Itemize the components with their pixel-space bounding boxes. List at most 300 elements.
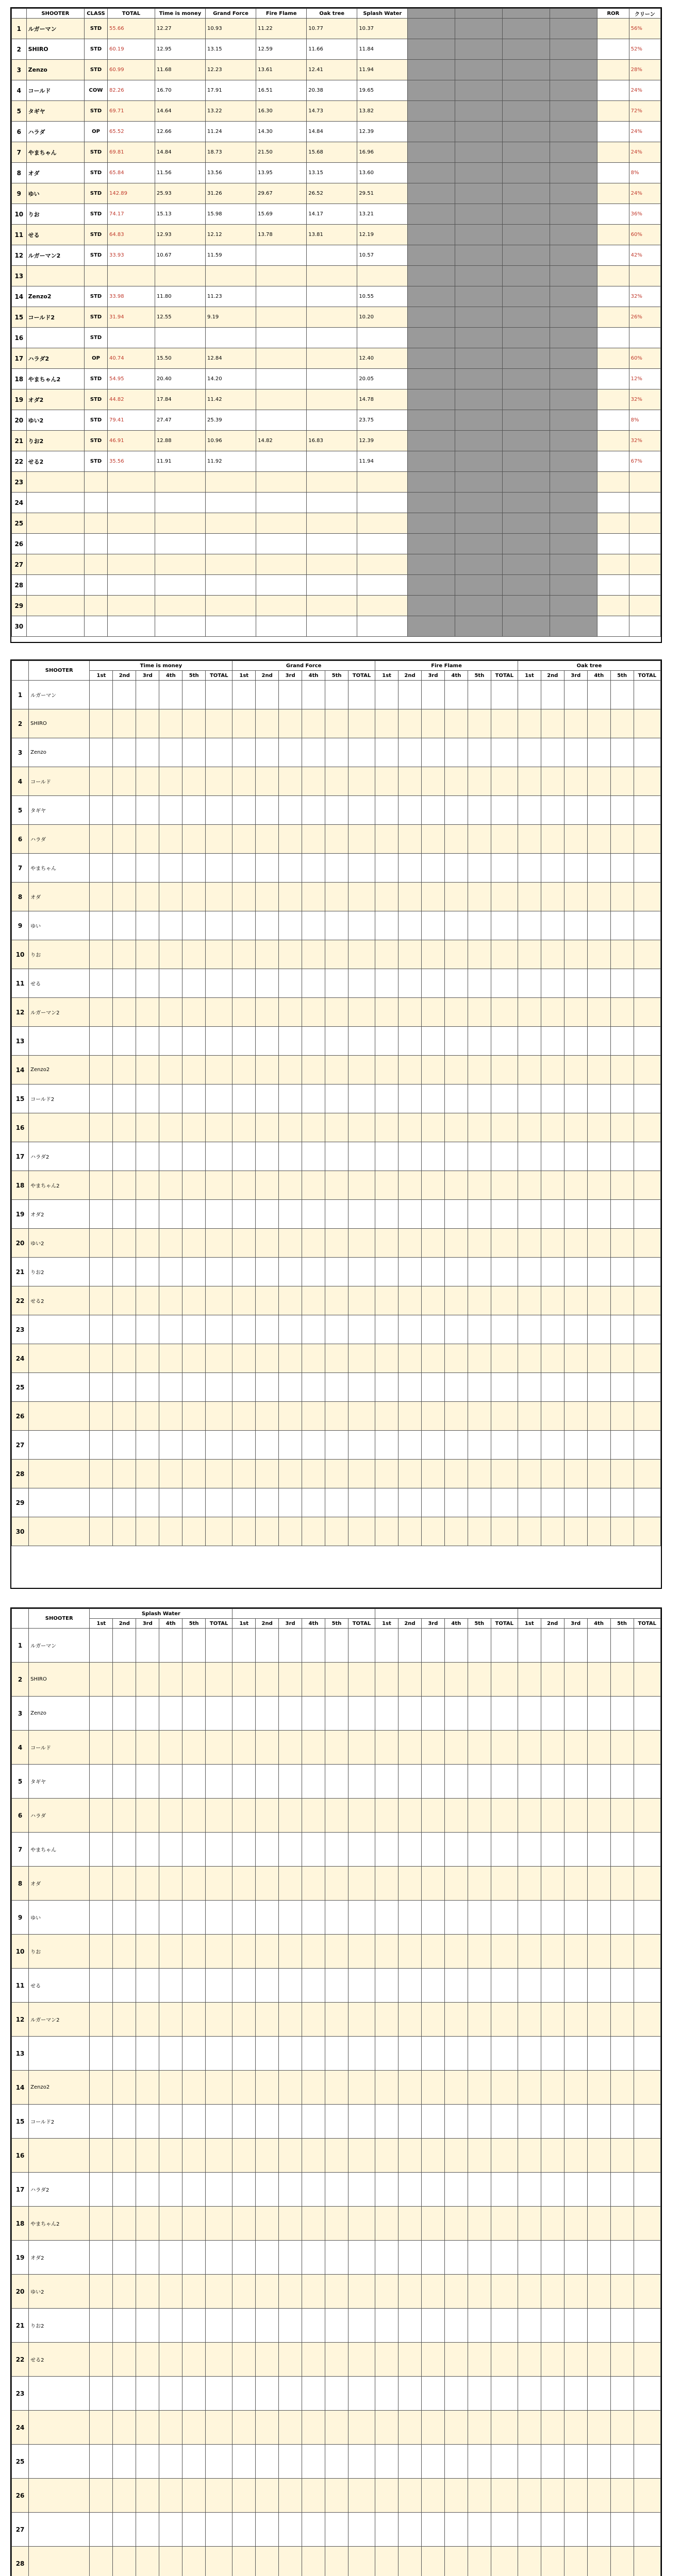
detail-stage-cell[interactable]	[279, 2479, 302, 2513]
detail-stage-cell[interactable]	[302, 854, 325, 883]
detail-stage-cell[interactable]	[348, 969, 375, 998]
detail-stage-cell[interactable]	[90, 767, 113, 796]
detail-stage-cell[interactable]	[468, 709, 491, 738]
detail-stage-cell[interactable]	[634, 1402, 660, 1431]
detail-stage-cell[interactable]	[541, 1171, 564, 1200]
detail-stage-cell[interactable]	[279, 969, 302, 998]
detail-stage-cell[interactable]	[587, 2513, 610, 2547]
detail-stage-cell[interactable]	[325, 2309, 348, 2343]
detail-stage-cell[interactable]	[279, 1935, 302, 1969]
detail-stage-cell[interactable]	[159, 940, 182, 969]
detail-row[interactable]	[12, 1142, 661, 1171]
detail-stage-cell[interactable]	[444, 1663, 468, 1697]
detail-stage-cell[interactable]	[564, 2377, 587, 2411]
detail-stage-cell[interactable]	[90, 1935, 113, 1969]
detail-stage-cell[interactable]	[375, 2071, 398, 2105]
detail-row[interactable]	[12, 1286, 661, 1315]
detail-stage-cell[interactable]	[518, 911, 541, 940]
detail-stage-cell[interactable]	[113, 1969, 136, 2003]
detail-stage-cell[interactable]	[206, 1833, 232, 1867]
detail-stage-cell[interactable]	[302, 1517, 325, 1546]
detail-stage-cell[interactable]	[518, 1629, 541, 1663]
detail-stage-cell[interactable]	[232, 1833, 256, 1867]
detail-stage-cell[interactable]	[634, 1663, 660, 1697]
detail-stage-cell[interactable]	[232, 1663, 256, 1697]
detail-stage-cell[interactable]	[634, 1056, 660, 1084]
detail-stage-cell[interactable]	[421, 2411, 444, 2445]
detail-stage-cell[interactable]	[348, 1488, 375, 1517]
detail-stage-cell[interactable]	[518, 2513, 541, 2547]
detail-stage-cell[interactable]	[113, 1286, 136, 1315]
detail-stage-cell[interactable]	[206, 767, 232, 796]
detail-row[interactable]	[12, 2309, 661, 2343]
detail-stage-cell[interactable]	[279, 681, 302, 709]
detail-stage-cell[interactable]	[113, 2513, 136, 2547]
detail-stage-cell[interactable]	[256, 1344, 279, 1373]
detail-stage-cell[interactable]	[206, 1969, 232, 2003]
detail-stage-cell[interactable]	[375, 709, 398, 738]
detail-stage-cell[interactable]	[422, 1229, 445, 1258]
detail-stage-cell[interactable]	[634, 1258, 660, 1286]
detail-stage-cell[interactable]	[90, 1799, 113, 1833]
detail-stage-cell[interactable]	[182, 1113, 206, 1142]
detail-stage-cell[interactable]	[468, 2547, 491, 2576]
detail-stage-cell[interactable]	[232, 1867, 256, 1901]
detail-stage-cell[interactable]	[421, 1901, 444, 1935]
detail-stage-cell[interactable]	[232, 1431, 256, 1460]
detail-stage-cell[interactable]	[159, 1431, 182, 1460]
detail-stage-cell[interactable]	[398, 2479, 421, 2513]
detail-stage-cell[interactable]	[468, 1867, 491, 1901]
summary-row[interactable]	[12, 80, 661, 101]
detail-stage-cell[interactable]	[468, 2207, 491, 2241]
detail-stage-cell[interactable]	[136, 2037, 159, 2071]
detail-stage-cell[interactable]	[587, 2343, 610, 2377]
detail-stage-cell[interactable]	[113, 738, 136, 767]
detail-stage-cell[interactable]	[206, 2071, 232, 2105]
detail-stage-cell[interactable]	[302, 2275, 325, 2309]
detail-stage-cell[interactable]	[468, 825, 491, 854]
detail-row[interactable]	[12, 2445, 661, 2479]
detail-stage-cell[interactable]	[634, 854, 660, 883]
detail-stage-cell[interactable]	[90, 1833, 113, 1867]
detail-stage-cell[interactable]	[468, 940, 491, 969]
detail-stage-cell[interactable]	[541, 1488, 564, 1517]
detail-row[interactable]	[12, 1765, 661, 1799]
detail-stage-cell[interactable]	[159, 2513, 182, 2547]
detail-row[interactable]	[12, 1731, 661, 1765]
detail-stage-cell[interactable]	[256, 2547, 279, 2576]
detail-stage-cell[interactable]	[279, 1765, 302, 1799]
detail-stage-cell[interactable]	[113, 2071, 136, 2105]
detail-stage-cell[interactable]	[182, 940, 206, 969]
detail-stage-cell[interactable]	[634, 2377, 660, 2411]
detail-stage-cell[interactable]	[256, 1027, 279, 1056]
detail-stage-cell[interactable]	[348, 2003, 375, 2037]
detail-stage-cell[interactable]	[444, 2003, 468, 2037]
detail-stage-cell[interactable]	[610, 1171, 634, 1200]
detail-stage-cell[interactable]	[634, 1697, 660, 1731]
detail-stage-cell[interactable]	[518, 2479, 541, 2513]
detail-stage-cell[interactable]	[610, 2241, 634, 2275]
detail-stage-cell[interactable]	[325, 2139, 348, 2173]
detail-stage-cell[interactable]	[348, 796, 375, 825]
detail-stage-cell[interactable]	[587, 2105, 610, 2139]
detail-stage-cell[interactable]	[136, 2173, 159, 2207]
detail-stage-cell[interactable]	[564, 1935, 587, 1969]
detail-stage-cell[interactable]	[541, 709, 564, 738]
detail-stage-cell[interactable]	[491, 1517, 518, 1546]
detail-stage-cell[interactable]	[518, 1373, 541, 1402]
detail-stage-cell[interactable]	[444, 1056, 468, 1084]
detail-stage-cell[interactable]	[325, 1027, 348, 1056]
detail-stage-cell[interactable]	[587, 2173, 610, 2207]
detail-stage-cell[interactable]	[113, 2547, 136, 2576]
detail-stage-cell[interactable]	[136, 1315, 159, 1344]
detail-stage-cell[interactable]	[587, 911, 610, 940]
detail-stage-cell[interactable]	[541, 2309, 564, 2343]
detail-stage-cell[interactable]	[279, 1056, 302, 1084]
detail-stage-cell[interactable]	[610, 1765, 634, 1799]
detail-stage-cell[interactable]	[398, 911, 422, 940]
detail-stage-cell[interactable]	[256, 2207, 279, 2241]
detail-stage-cell[interactable]	[444, 1229, 468, 1258]
detail-stage-cell[interactable]	[113, 1142, 136, 1171]
detail-stage-cell[interactable]	[398, 2207, 421, 2241]
detail-stage-cell[interactable]	[159, 1901, 182, 1935]
detail-stage-cell[interactable]	[302, 1833, 325, 1867]
detail-stage-cell[interactable]	[398, 1084, 422, 1113]
detail-stage-cell[interactable]	[564, 2071, 587, 2105]
detail-stage-cell[interactable]	[159, 911, 182, 940]
detail-stage-cell[interactable]	[398, 796, 422, 825]
detail-stage-cell[interactable]	[491, 1373, 518, 1402]
detail-stage-cell[interactable]	[232, 1935, 256, 1969]
detail-stage-cell[interactable]	[518, 2411, 541, 2445]
detail-stage-cell[interactable]	[444, 883, 468, 911]
detail-stage-cell[interactable]	[491, 1113, 518, 1142]
detail-stage-cell[interactable]	[444, 709, 468, 738]
detail-stage-cell[interactable]	[159, 1663, 182, 1697]
detail-stage-cell[interactable]	[113, 2343, 136, 2377]
detail-stage-cell[interactable]	[159, 681, 182, 709]
detail-stage-cell[interactable]	[422, 1113, 445, 1142]
detail-stage-cell[interactable]	[256, 2173, 279, 2207]
detail-stage-cell[interactable]	[564, 1344, 587, 1373]
detail-stage-cell[interactable]	[113, 1460, 136, 1488]
detail-stage-cell[interactable]	[491, 2139, 518, 2173]
detail-stage-cell[interactable]	[113, 2445, 136, 2479]
detail-stage-cell[interactable]	[375, 1056, 398, 1084]
detail-stage-cell[interactable]	[302, 2513, 325, 2547]
detail-stage-cell[interactable]	[302, 998, 325, 1027]
detail-row[interactable]	[12, 969, 661, 998]
detail-stage-cell[interactable]	[206, 1935, 232, 1969]
detail-stage-cell[interactable]	[113, 2275, 136, 2309]
detail-stage-cell[interactable]	[136, 1765, 159, 1799]
detail-stage-cell[interactable]	[587, 1200, 610, 1229]
detail-stage-cell[interactable]	[491, 2037, 518, 2071]
detail-stage-cell[interactable]	[398, 883, 422, 911]
detail-stage-cell[interactable]	[564, 1315, 587, 1344]
detail-stage-cell[interactable]	[113, 2207, 136, 2241]
detail-stage-cell[interactable]	[541, 681, 564, 709]
detail-stage-cell[interactable]	[564, 1488, 587, 1517]
detail-stage-cell[interactable]	[398, 1402, 422, 1431]
detail-stage-cell[interactable]	[159, 969, 182, 998]
detail-stage-cell[interactable]	[634, 2547, 660, 2576]
detail-stage-cell[interactable]	[375, 1113, 398, 1142]
detail-row[interactable]	[12, 709, 661, 738]
detail-stage-cell[interactable]	[610, 1113, 634, 1142]
detail-stage-cell[interactable]	[541, 1833, 564, 1867]
detail-stage-cell[interactable]	[634, 1431, 660, 1460]
detail-stage-cell[interactable]	[518, 2275, 541, 2309]
detail-stage-cell[interactable]	[587, 1867, 610, 1901]
detail-stage-cell[interactable]	[491, 2377, 518, 2411]
detail-stage-cell[interactable]	[136, 2309, 159, 2343]
detail-stage-cell[interactable]	[468, 1833, 491, 1867]
detail-stage-cell[interactable]	[232, 2479, 256, 2513]
detail-stage-cell[interactable]	[136, 883, 159, 911]
detail-stage-cell[interactable]	[206, 2037, 232, 2071]
detail-stage-cell[interactable]	[279, 2445, 302, 2479]
detail-stage-cell[interactable]	[421, 2003, 444, 2037]
detail-stage-cell[interactable]	[468, 1286, 491, 1315]
detail-stage-cell[interactable]	[182, 1084, 206, 1113]
detail-stage-cell[interactable]	[206, 1229, 232, 1258]
detail-stage-cell[interactable]	[422, 1431, 445, 1460]
detail-stage-cell[interactable]	[541, 2003, 564, 2037]
detail-stage-cell[interactable]	[375, 1344, 398, 1373]
detail-stage-cell[interactable]	[113, 796, 136, 825]
detail-stage-cell[interactable]	[136, 681, 159, 709]
detail-stage-cell[interactable]	[634, 738, 660, 767]
detail-stage-cell[interactable]	[232, 709, 256, 738]
detail-stage-cell[interactable]	[206, 709, 232, 738]
detail-stage-cell[interactable]	[90, 2037, 113, 2071]
detail-stage-cell[interactable]	[232, 2105, 256, 2139]
detail-stage-cell[interactable]	[468, 2377, 491, 2411]
detail-stage-cell[interactable]	[256, 854, 279, 883]
summary-row[interactable]	[12, 410, 661, 431]
detail-stage-cell[interactable]	[541, 1315, 564, 1344]
detail-stage-cell[interactable]	[491, 2513, 518, 2547]
detail-stage-cell[interactable]	[348, 1460, 375, 1488]
detail-stage-cell[interactable]	[348, 2513, 375, 2547]
detail-stage-cell[interactable]	[587, 1373, 610, 1402]
detail-stage-cell[interactable]	[421, 2275, 444, 2309]
detail-stage-cell[interactable]	[232, 2003, 256, 2037]
detail-stage-cell[interactable]	[610, 1258, 634, 1286]
detail-stage-cell[interactable]	[564, 1286, 587, 1315]
detail-stage-cell[interactable]	[422, 1056, 445, 1084]
detail-stage-cell[interactable]	[279, 1460, 302, 1488]
detail-stage-cell[interactable]	[302, 1084, 325, 1113]
detail-stage-cell[interactable]	[564, 2513, 587, 2547]
detail-stage-cell[interactable]	[491, 1027, 518, 1056]
detail-stage-cell[interactable]	[444, 998, 468, 1027]
detail-stage-cell[interactable]	[206, 1799, 232, 1833]
detail-stage-cell[interactable]	[302, 2003, 325, 2037]
detail-stage-cell[interactable]	[398, 1113, 422, 1142]
detail-stage-cell[interactable]	[610, 969, 634, 998]
detail-stage-cell[interactable]	[325, 1799, 348, 1833]
detail-stage-cell[interactable]	[256, 2275, 279, 2309]
detail-stage-cell[interactable]	[421, 1731, 444, 1765]
detail-stage-cell[interactable]	[256, 1935, 279, 1969]
detail-stage-cell[interactable]	[564, 1969, 587, 2003]
detail-stage-cell[interactable]	[279, 1113, 302, 1142]
detail-stage-cell[interactable]	[518, 1663, 541, 1697]
detail-stage-cell[interactable]	[113, 1629, 136, 1663]
detail-stage-cell[interactable]	[348, 1935, 375, 1969]
detail-stage-cell[interactable]	[348, 738, 375, 767]
detail-stage-cell[interactable]	[610, 2173, 634, 2207]
detail-stage-cell[interactable]	[90, 2445, 113, 2479]
detail-stage-cell[interactable]	[302, 1629, 325, 1663]
detail-stage-cell[interactable]	[206, 1315, 232, 1344]
detail-stage-cell[interactable]	[256, 1200, 279, 1229]
detail-stage-cell[interactable]	[587, 1460, 610, 1488]
detail-stage-cell[interactable]	[398, 1171, 422, 1200]
detail-stage-cell[interactable]	[518, 1799, 541, 1833]
detail-stage-cell[interactable]	[232, 1765, 256, 1799]
detail-stage-cell[interactable]	[325, 911, 348, 940]
detail-stage-cell[interactable]	[136, 2003, 159, 2037]
detail-stage-cell[interactable]	[206, 1373, 232, 1402]
detail-stage-cell[interactable]	[182, 1901, 206, 1935]
detail-stage-cell[interactable]	[564, 1373, 587, 1402]
detail-stage-cell[interactable]	[398, 1833, 421, 1867]
detail-stage-cell[interactable]	[610, 1969, 634, 2003]
summary-row[interactable]	[12, 19, 661, 39]
detail-stage-cell[interactable]	[136, 1431, 159, 1460]
detail-row[interactable]	[12, 1935, 661, 1969]
detail-stage-cell[interactable]	[422, 998, 445, 1027]
detail-stage-cell[interactable]	[325, 2241, 348, 2275]
detail-stage-cell[interactable]	[348, 1344, 375, 1373]
detail-stage-cell[interactable]	[90, 2513, 113, 2547]
detail-stage-cell[interactable]	[348, 1765, 375, 1799]
detail-stage-cell[interactable]	[256, 2445, 279, 2479]
detail-stage-cell[interactable]	[422, 796, 445, 825]
detail-stage-cell[interactable]	[302, 1867, 325, 1901]
detail-stage-cell[interactable]	[279, 1488, 302, 1517]
detail-stage-cell[interactable]	[610, 1517, 634, 1546]
detail-stage-cell[interactable]	[90, 738, 113, 767]
detail-stage-cell[interactable]	[302, 796, 325, 825]
detail-stage-cell[interactable]	[279, 1402, 302, 1431]
detail-stage-cell[interactable]	[136, 1969, 159, 2003]
detail-stage-cell[interactable]	[90, 2377, 113, 2411]
detail-stage-cell[interactable]	[541, 1901, 564, 1935]
detail-stage-cell[interactable]	[136, 1488, 159, 1517]
detail-stage-cell[interactable]	[518, 1402, 541, 1431]
detail-stage-cell[interactable]	[564, 2037, 587, 2071]
detail-stage-cell[interactable]	[491, 2411, 518, 2445]
detail-stage-cell[interactable]	[136, 2377, 159, 2411]
detail-stage-cell[interactable]	[375, 1258, 398, 1286]
detail-stage-cell[interactable]	[232, 1373, 256, 1402]
detail-stage-cell[interactable]	[232, 1517, 256, 1546]
detail-stage-cell[interactable]	[232, 1697, 256, 1731]
detail-stage-cell[interactable]	[587, 1315, 610, 1344]
detail-stage-cell[interactable]	[541, 2275, 564, 2309]
detail-stage-cell[interactable]	[348, 2445, 375, 2479]
detail-stage-cell[interactable]	[564, 2547, 587, 2576]
detail-stage-cell[interactable]	[325, 1084, 348, 1113]
detail-stage-cell[interactable]	[159, 883, 182, 911]
detail-stage-cell[interactable]	[491, 1056, 518, 1084]
detail-stage-cell[interactable]	[444, 969, 468, 998]
detail-stage-cell[interactable]	[302, 1663, 325, 1697]
detail-stage-cell[interactable]	[468, 2309, 491, 2343]
detail-stage-cell[interactable]	[541, 1663, 564, 1697]
detail-stage-cell[interactable]	[113, 1517, 136, 1546]
detail-stage-cell[interactable]	[90, 2003, 113, 2037]
detail-stage-cell[interactable]	[610, 2139, 634, 2173]
detail-stage-cell[interactable]	[113, 1229, 136, 1258]
detail-stage-cell[interactable]	[518, 2445, 541, 2479]
detail-stage-cell[interactable]	[279, 1833, 302, 1867]
detail-stage-cell[interactable]	[541, 1867, 564, 1901]
detail-stage-cell[interactable]	[113, 1258, 136, 1286]
detail-row[interactable]	[12, 1402, 661, 1431]
detail-row[interactable]	[12, 854, 661, 883]
detail-stage-cell[interactable]	[90, 796, 113, 825]
detail-stage-cell[interactable]	[491, 854, 518, 883]
detail-stage-cell[interactable]	[136, 1935, 159, 1969]
detail-stage-cell[interactable]	[541, 1765, 564, 1799]
detail-stage-cell[interactable]	[610, 1663, 634, 1697]
detail-stage-cell[interactable]	[302, 825, 325, 854]
detail-stage-cell[interactable]	[206, 2275, 232, 2309]
detail-stage-cell[interactable]	[422, 1084, 445, 1113]
detail-stage-cell[interactable]	[444, 1258, 468, 1286]
detail-stage-cell[interactable]	[348, 998, 375, 1027]
detail-stage-cell[interactable]	[610, 1084, 634, 1113]
detail-stage-cell[interactable]	[348, 1171, 375, 1200]
detail-stage-cell[interactable]	[375, 2207, 398, 2241]
detail-stage-cell[interactable]	[610, 2003, 634, 2037]
detail-stage-cell[interactable]	[564, 1731, 587, 1765]
detail-stage-cell[interactable]	[136, 940, 159, 969]
detail-stage-cell[interactable]	[634, 1200, 660, 1229]
detail-stage-cell[interactable]	[518, 1056, 541, 1084]
detail-stage-cell[interactable]	[518, 2139, 541, 2173]
detail-stage-cell[interactable]	[587, 767, 610, 796]
detail-stage-cell[interactable]	[90, 2207, 113, 2241]
detail-stage-cell[interactable]	[256, 1731, 279, 1765]
detail-stage-cell[interactable]	[421, 1799, 444, 1833]
detail-stage-cell[interactable]	[325, 1488, 348, 1517]
detail-stage-cell[interactable]	[348, 2071, 375, 2105]
detail-stage-cell[interactable]	[610, 1344, 634, 1373]
detail-stage-cell[interactable]	[541, 1344, 564, 1373]
detail-row[interactable]	[12, 2207, 661, 2241]
detail-stage-cell[interactable]	[206, 2445, 232, 2479]
detail-stage-cell[interactable]	[541, 1402, 564, 1431]
detail-stage-cell[interactable]	[541, 883, 564, 911]
detail-stage-cell[interactable]	[541, 1935, 564, 1969]
detail-stage-cell[interactable]	[491, 2309, 518, 2343]
detail-stage-cell[interactable]	[491, 883, 518, 911]
detail-stage-cell[interactable]	[610, 1935, 634, 1969]
detail-stage-cell[interactable]	[182, 2445, 206, 2479]
detail-stage-cell[interactable]	[182, 2071, 206, 2105]
summary-row[interactable]	[12, 60, 661, 80]
